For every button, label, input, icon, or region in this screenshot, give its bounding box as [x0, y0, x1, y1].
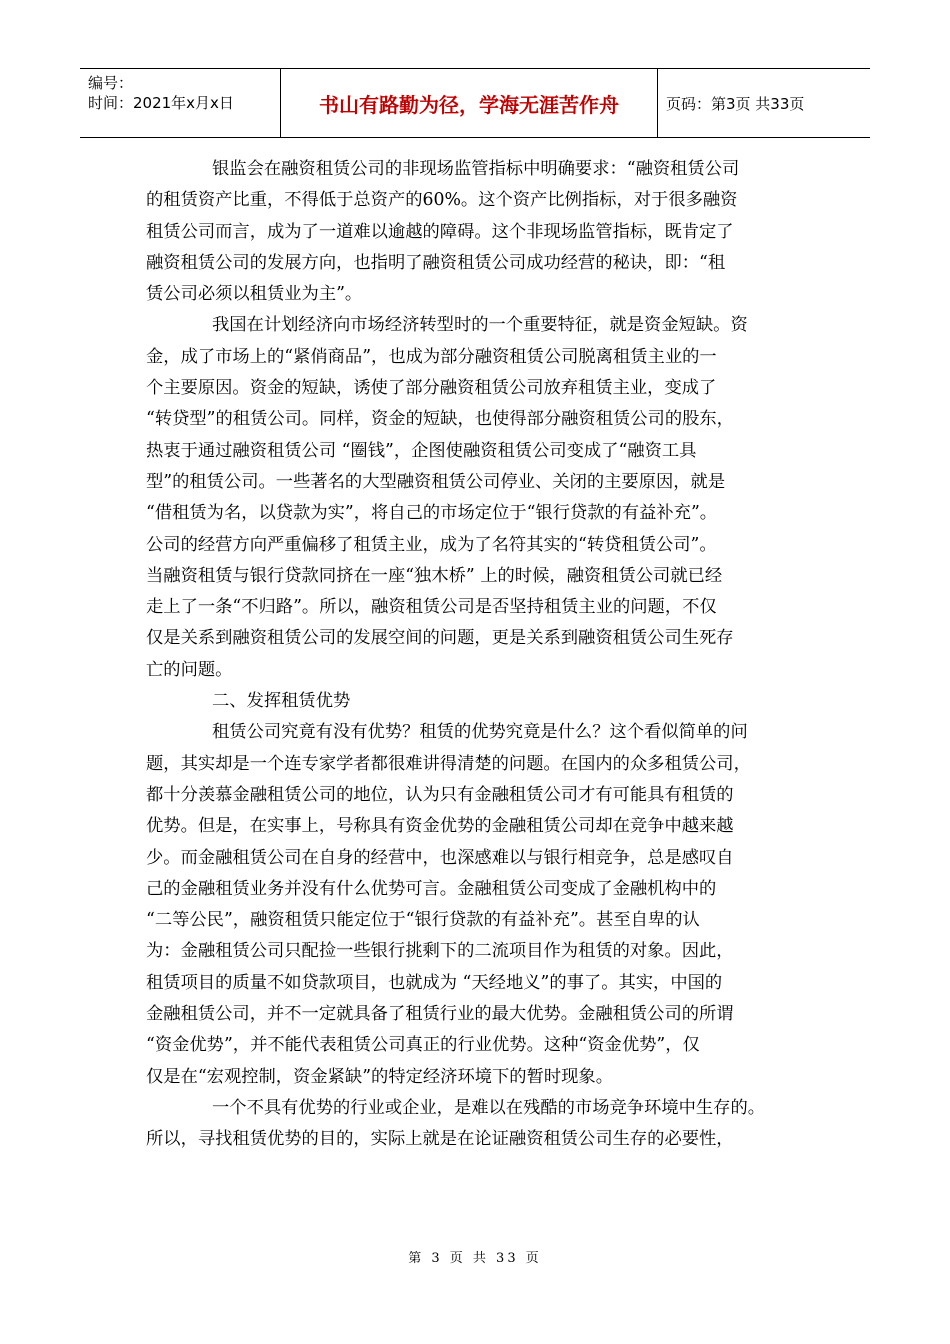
- text-line: 型”的租赁公司。一些著名的大型融资租赁公司停业、关闭的主要原因，就是: [146, 471, 726, 492]
- page-info: 页码：第3页 共33页: [666, 94, 805, 113]
- text-line: 一个不具有优势的行业或企业，是难以在残酷的市场竞争环境中生存的。: [212, 1097, 766, 1118]
- text-line: 热衷于通过融资租赁公司 “圈钱”，企图使融资租赁公司变成了“融资工具: [146, 440, 697, 461]
- text-line: 当融资租赁与银行贷款同挤在一座“独木桥” 上的时候，融资租赁公司就已经: [146, 565, 723, 586]
- text-line: “二等公民”，融资租赁只能定位于“银行贷款的有益补充”。甚至自卑的认: [146, 910, 700, 931]
- motto: 书山有路勤为径，学海无涯苦作舟: [319, 92, 619, 117]
- time-label: 时间：2021年x月x日: [88, 94, 234, 112]
- text-line: 亡的问题。: [146, 659, 233, 680]
- number-label: 编号：: [88, 74, 134, 92]
- header-motto-cell: [281, 69, 658, 137]
- text-line: 的租赁资产比重，不得低于总资产的60%。这个资产比例指标，对于很多融资: [146, 190, 738, 211]
- text-line: 仅是在“宏观控制，资金紧缺”的特定经济环境下的暂时现象。: [146, 1066, 613, 1087]
- text-line: 个主要原因。资金的短缺，诱使了部分融资租赁公司放弃租赁主业，变成了: [146, 378, 717, 399]
- text-line: 金，成了市场上的“紧俏商品”，也成为部分融资租赁公司脱离租赁主业的一: [146, 346, 717, 367]
- text-line: 走上了一条“不归路”。所以，融资租赁公司是否坚持租赁主业的问题，不仅: [146, 597, 717, 618]
- text-line: 融资租赁公司的发展方向，也指明了融资租赁公司成功经营的秘诀，即：“租: [146, 252, 726, 273]
- text-line: 租赁公司究竟有没有优势？租赁的优势究竟是什么？这个看似简单的问: [212, 722, 748, 743]
- text-line: 所以，寻找租赁优势的目的，实际上就是在论证融资租赁公司生存的必要性，: [146, 1129, 734, 1150]
- header-page-cell: [658, 69, 870, 137]
- text-line: 租赁项目的质量不如贷款项目，也就成为 “天经地义”的事了。其实，中国的: [146, 972, 723, 993]
- text-line: 优势。但是，在实事上，号称具有资金优势的金融租赁公司却在竞争中越来越: [146, 816, 734, 837]
- page-footer: 第 3 页 共 33 页: [408, 1251, 542, 1266]
- text-line: 租赁公司而言，成为了一道难以逾越的障碍。这个非现场监管指标，既肯定了: [146, 221, 734, 242]
- text-line: 公司的经营方向严重偏移了租赁主业，成为了名符其实的“转贷租赁公司”。: [146, 534, 717, 555]
- section-heading: 二、发挥租赁优势: [212, 691, 351, 712]
- text-line: 赁公司必须以租赁业为主”。: [146, 284, 363, 305]
- text-line: 己的金融租赁业务并没有什么优势可言。金融租赁公司变成了金融机构中的: [146, 878, 717, 899]
- text-line: “转贷型”的租赁公司。同样，资金的短缺，也使得部分融资租赁公司的股东，: [146, 409, 734, 430]
- text-line: “借租赁为名，以贷款为实”，将自己的市场定位于“银行贷款的有益补充”。: [146, 503, 718, 524]
- text-line: 仅是关系到融资租赁公司的发展空间的问题，更是关系到融资租赁公司生死存: [146, 628, 734, 649]
- body-text: [146, 154, 816, 1156]
- text-line: 金融租赁公司，并不一定就具备了租赁行业的最大优势。金融租赁公司的所谓: [146, 1004, 734, 1025]
- text-line: “资金优势”，并不能代表租赁公司真正的行业优势。这种“资金优势”，仅: [146, 1035, 700, 1056]
- text-line: 我国在计划经济向市场经济转型时的一个重要特征，就是资金短缺。资: [212, 315, 748, 336]
- page-header: [80, 68, 870, 138]
- text-line: 为：金融租赁公司只配捡一些银行挑剩下的二流项目作为租赁的对象。因此，: [146, 941, 734, 962]
- header-meta-cell: [80, 69, 281, 137]
- text-line: 银监会在融资租赁公司的非现场监管指标中明确要求：“融资租赁公司: [212, 159, 740, 179]
- text-line: 题，其实却是一个连专家学者都很难讲得清楚的问题。在国内的众多租赁公司，: [146, 753, 751, 774]
- text-line: 少。而金融租赁公司在自身的经营中，也深感难以与银行相竞争，总是感叹自: [146, 847, 734, 868]
- text-line: 都十分羡慕金融租赁公司的地位，认为只有金融租赁公司才有可能具有租赁的: [146, 784, 734, 805]
